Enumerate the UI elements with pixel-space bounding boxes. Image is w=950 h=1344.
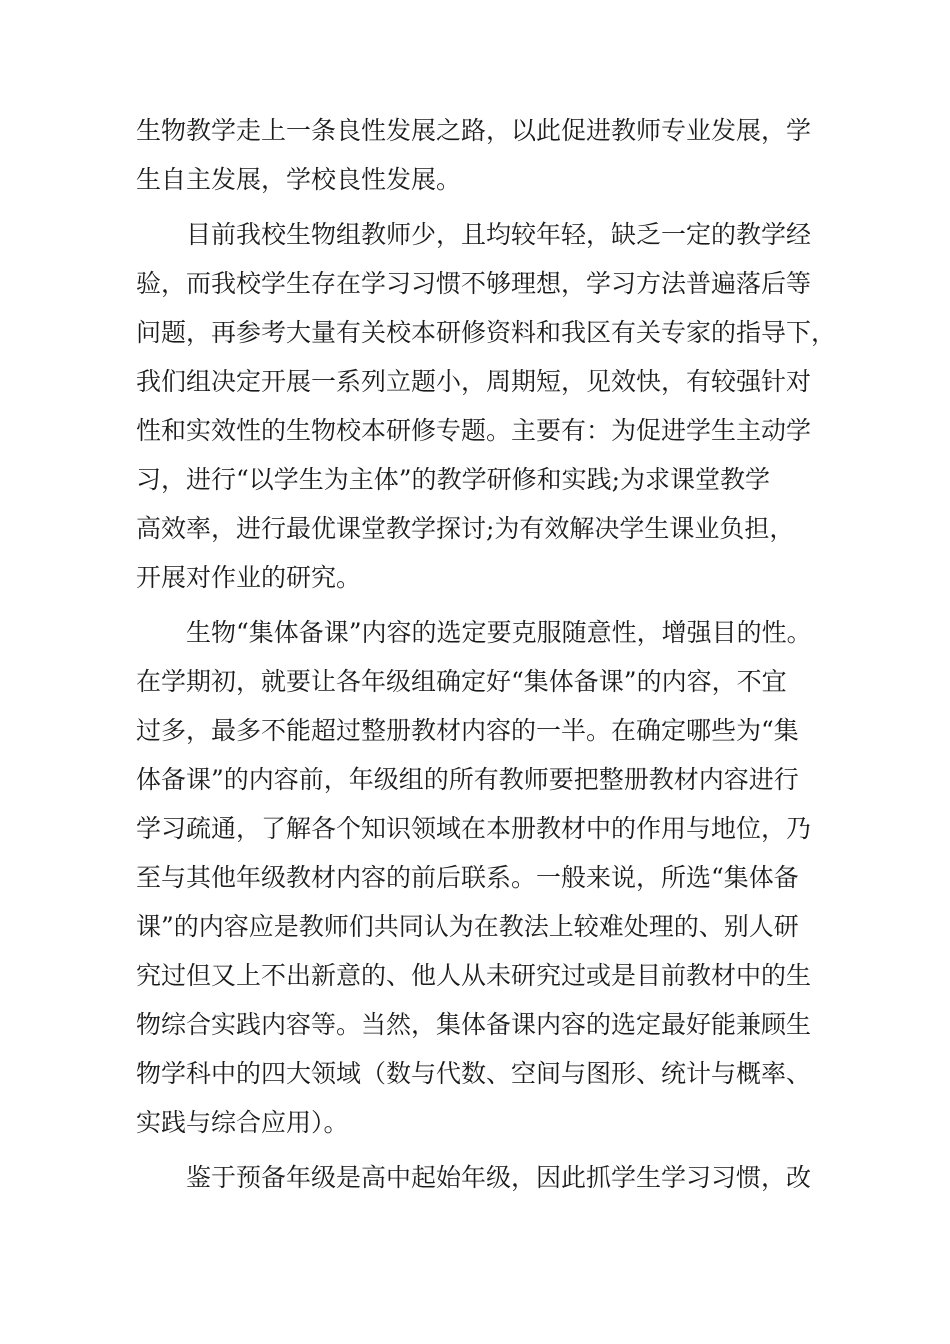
text-line: 过多，最多不能超过整册教材内容的一半。在确定哪些为“集 [136,716,799,745]
text-line: 究过但又上不出新意的、他人从未研究过或是目前教材中的生 [136,961,812,990]
text-line: 在学期初，就要让各年级组确定好“集体备课”的内容，不宜 [136,667,787,696]
text-line: 高效率，进行最优课堂教学探讨;为有效解决学生课业负担， [136,514,795,543]
paragraph-3 [136,608,856,1147]
text-line: 课”的内容应是教师们共同认为在教法上较难处理的、别人研 [136,912,799,941]
text-line: 物学科中的四大领域（数与代数、空间与图形、统计与概率、 [136,1059,812,1088]
paragraph-2 [136,210,856,602]
text-line: 生自主发展，学校良性发展。 [136,165,462,194]
text-line: 问题，再参考大量有关校本研修资料和我区有关专家的指导下， [136,318,837,347]
paragraph-4 [136,1153,856,1202]
text-line: 物综合实践内容等。当然，集体备课内容的选定最好能兼顾生 [136,1010,812,1039]
paragraph-1 [136,106,856,204]
text-line: 开展对作业的研究。 [136,563,362,592]
text-line: 我们组决定开展一系列立题小，周期短，见效快，有较强针对 [136,367,812,396]
text-line: 体备课”的内容前，年级组的所有教师要把整册教材内容进行 [136,765,799,794]
text-line: 至与其他年级教材内容的前后联系。一般来说，所选“集体备 [136,863,799,892]
text-line: 鉴于预备年级是高中起始年级，因此抓学生学习习惯，改 [186,1163,812,1192]
text-line: 目前我校生物组教师少，且均较年轻，缺乏一定的教学经 [186,220,812,249]
text-line: 性和实效性的生物校本研修专题。主要有：为促进学生主动学 [136,416,812,445]
text-line: 验，而我校学生存在学习习惯不够理想，学习方法普遍落后等 [136,269,812,298]
text-line: 生物“集体备课”内容的选定要克服随意性，增强目的性。 [186,618,812,647]
text-line: 习，进行“以学生为主体”的教学研修和实践;为求课堂教学 [136,465,770,494]
document-body [136,106,856,1202]
text-line: 生物教学走上一条良性发展之路，以此促进教师专业发展，学 [136,116,812,145]
text-line: 实践与综合应用）。 [136,1108,349,1137]
text-line: 学习疏通，了解各个知识领域在本册教材中的作用与地位，乃 [136,814,812,843]
